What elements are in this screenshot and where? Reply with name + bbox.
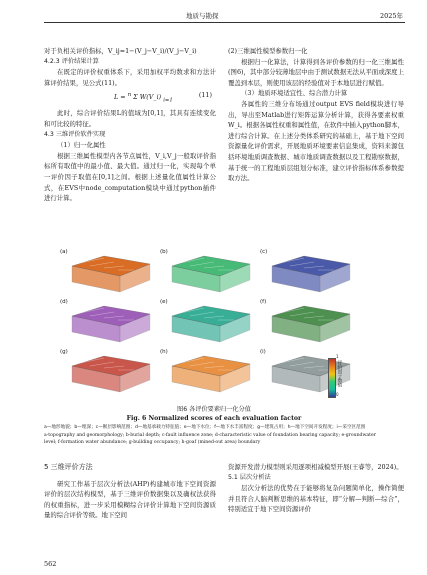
colorbar-max: 1	[336, 354, 339, 359]
equation-number: (11)	[198, 91, 212, 100]
figure-panel	[60, 300, 158, 346]
subsection-suitability-heading: （3）地质环境适宜性、综合潜力计算	[241, 89, 348, 98]
header-rule	[44, 22, 405, 23]
journal-name: 地质与勘探	[186, 12, 219, 20]
figure-panel	[60, 250, 158, 296]
figure-panel	[160, 300, 258, 346]
block-model-render	[164, 302, 256, 346]
journal-year: 2025年	[379, 12, 403, 20]
block-model-render	[64, 302, 156, 346]
colorbar	[328, 358, 336, 398]
panel-label: (i)	[260, 349, 266, 355]
right-column-bottom	[228, 462, 404, 515]
paragraph-3d-model: 根据归一化算法，计算得到各评价参数的归一化三维属性(图6)，其中部分较薄地层中由于测试数据无法从平面或深度上覆盖到本层，则使用该层的经验值对于本地层进行赋值。	[228, 57, 404, 87]
section-5-1-heading: 5.1 层次分析法	[228, 473, 271, 481]
figure-caption-en: Fig. 6 Normalized scores of each evaluation factor	[126, 415, 302, 422]
panel-label: (d)	[60, 299, 68, 305]
equation-lhs: L =	[114, 93, 126, 102]
figure-legend-cn: a—地形地貌；b—埋深；c—断层影响范围；d—地基承载力特征值；e—地下水位；f—地下水丰富程度；g—建筑占用；h—地下空间开发程度；i—采空区范围	[44, 425, 366, 430]
block-model-render	[164, 252, 256, 296]
colorbar-label: 评价因子数值	[337, 360, 342, 387]
right-column	[228, 46, 404, 184]
figure-caption-cn: 图6 各评价要素归一化分值	[177, 406, 251, 413]
colorbar-min: 0	[336, 392, 339, 397]
block-model-render	[264, 252, 356, 296]
block-model-render	[264, 302, 356, 346]
subsection-normalize-heading: （1）归一化属性	[57, 141, 106, 150]
block-model-render	[64, 252, 156, 296]
equation-sum-lower: i=1	[163, 97, 173, 104]
negative-index-formula: 对于负相关评价指标，V_ij=1−(V_j−V_i)/(V_j−V_i)	[44, 47, 197, 55]
panel-label: (g)	[60, 349, 68, 355]
section-4-2-3-heading: 4.2.3 评价结果计算	[44, 57, 99, 65]
panel-label: (h)	[160, 349, 168, 355]
paragraph-suitability: 各属性的三维分布场通过output EVS field模块进行导出，导出至Matlab进行矩阵运算分析计算，获得各要素权重W_i。根据各属性权重和属性值，在软件中插入python脚本，进行综合计算。在上述分类体系研究的基础上，基于地下空间资源量化评价需求，开展地质环境要素信息集成，资料来源包括环境地质调查数据、城市地质调查数据以及工程勘察数据，基于统一的工程地质层组划分标准，建立评价指标体系参数提取方法。	[228, 99, 404, 183]
figure-panel	[160, 350, 258, 396]
paragraph-ahp: 研究工作基于层次分析法(AHP)构建城市地下空间资源评价的层次结构模型，基于三维评价数据集以及确权法获得的权重指标，进一步采用模糊综合评价计算地下空间资源质量的综合评价等级。地下空间	[44, 479, 216, 520]
running-header	[0, 11, 427, 23]
paragraph-range: 此时，综合评价结果L的值域为[0,1]，其具有连续变化和可比较的特征。	[44, 109, 216, 128]
panel-label: (a)	[60, 249, 68, 255]
block-model-render	[64, 352, 156, 396]
paragraph-potential-model: 资源开发潜力模型则采用逐项相减模型开展(王睿等，2024)。	[228, 463, 403, 471]
paragraph-ahp-advantages: 层次分析法的优势在于能够将复杂问题简单化，操作简便并且符合人脑判断思维的基本特征，即“分解—判断—综合”，特别适宜于地下空间资源评价	[228, 484, 404, 514]
section-4-3-heading: 4.3 三维评价软件实现	[44, 130, 106, 138]
figure-panel	[260, 250, 358, 296]
paragraph-weighted-sum: 在既定的评价权重体系下，采用加权平均数求和方法计算评价结果，见公式(11)。	[44, 68, 216, 87]
panel-label: (c)	[260, 249, 268, 255]
subsection-3d-model-heading: (2)三维属性模型参数归一化	[228, 47, 308, 55]
figure-legend-en: a-topography and geomorphology; b-burial depth; c-fault influence zone; d-characteristic value of foundation bearing capacity; e-groundwater level; f-formation water abundance; g-building occupancy; h-goaf (mined-out area) boundary	[44, 433, 376, 445]
panel-label: (f)	[260, 299, 267, 305]
figure-panel	[260, 300, 358, 346]
figure-panel	[260, 350, 358, 396]
left-column	[44, 46, 216, 204]
equation-sum-upper: n	[127, 92, 132, 99]
paragraph-normalize: 根据三维属性模型内各节点属性，V_i,V_j一般取评价指标所有取值中的最小值、最大值。通过归一化，实现每个单一评价因子取值在[0,1]之间。根据上述量化值属性计算公式，在EVS中node_computation模块中通过python插件进行计算。	[44, 151, 216, 203]
figure-panel	[160, 250, 258, 296]
block-model-render	[264, 352, 356, 396]
panel-label: (e)	[160, 299, 168, 305]
panel-label: (b)	[160, 249, 168, 255]
block-model-render	[164, 352, 256, 396]
section-5-heading: 5 三维评价方法	[44, 463, 93, 471]
figure-6	[60, 250, 380, 400]
equation-sum: Σ W(V_i)	[133, 93, 162, 102]
left-column-bottom	[44, 462, 216, 521]
figure-panel	[60, 350, 158, 396]
page-number: 562	[44, 560, 57, 568]
equation-11	[44, 88, 216, 108]
